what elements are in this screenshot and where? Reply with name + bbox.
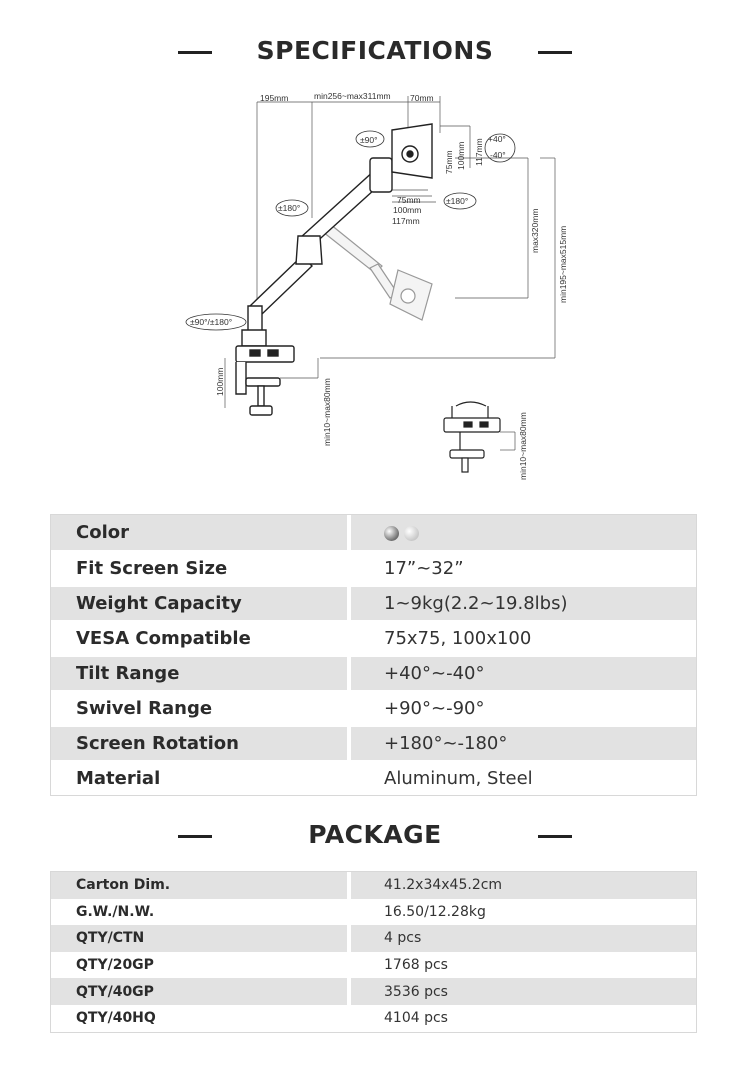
vesa-w100: 100mm [393, 205, 422, 215]
desk-range-label: min10~max80mm [322, 378, 332, 446]
specifications-heading [0, 28, 750, 78]
spec-key: Material [51, 760, 351, 795]
vesa-h100: 100mm [456, 141, 466, 170]
spec-value: 75x75, 100x100 [351, 620, 696, 655]
package-row [51, 899, 696, 926]
package-row [51, 952, 696, 979]
heading-dash-right [538, 51, 572, 54]
spec-row [51, 620, 696, 655]
base-rotation-label: ±90°/±180° [190, 317, 233, 327]
max-height-label: max320mm [530, 208, 540, 253]
spec-value: +90°~-90° [351, 690, 696, 725]
spec-key: Color [51, 515, 351, 550]
dim-70: 70mm [410, 93, 434, 103]
spec-row [51, 655, 696, 690]
package-row [51, 872, 696, 899]
package-value: 1768 pcs [351, 952, 696, 979]
dim-span: min256~max311mm [314, 91, 391, 101]
color-swatch-dark-gray [384, 526, 399, 541]
spec-row-color [51, 515, 696, 550]
color-swatches [351, 515, 696, 550]
tilt-down-label: -40° [490, 150, 506, 160]
monitor-arm-diagram [170, 88, 590, 483]
swivel-label: ±90° [360, 135, 378, 145]
package-value: 3536 pcs [351, 978, 696, 1005]
package-title: PACKAGE [308, 820, 442, 849]
dim-195: 195mm [260, 93, 289, 103]
vesa-h75: 75mm [444, 150, 454, 174]
package-value: 4 pcs [351, 925, 696, 952]
spec-value: +40°~-40° [351, 655, 696, 690]
spec-row [51, 760, 696, 795]
package-key: QTY/CTN [51, 925, 351, 952]
rotate-right-label: ±180° [446, 196, 469, 206]
package-value: 4104 pcs [351, 1005, 696, 1032]
package-key: G.W./N.W. [51, 899, 351, 926]
spec-value: 17”~32” [351, 550, 696, 585]
color-swatch-silver [404, 526, 419, 541]
spec-key: Tilt Range [51, 655, 351, 690]
package-key: QTY/40GP [51, 978, 351, 1005]
desk-range-small-label: min10~max80mm [518, 412, 528, 480]
specifications-title: SPECIFICATIONS [256, 36, 494, 65]
spec-key: Screen Rotation [51, 725, 351, 760]
spec-value: +180°~-180° [351, 725, 696, 760]
specifications-table [50, 514, 697, 796]
package-row [51, 925, 696, 952]
package-key: QTY/20GP [51, 952, 351, 979]
spec-row [51, 550, 696, 585]
vesa-w117: 117mm [392, 216, 420, 226]
package-table [50, 871, 697, 1033]
package-value: 16.50/12.28kg [351, 899, 696, 926]
clamp-height-label: 100mm [215, 367, 225, 396]
spec-value: Aluminum, Steel [351, 760, 696, 795]
package-heading [0, 812, 750, 862]
tilt-up-label: +40° [488, 134, 506, 144]
spec-key: Swivel Range [51, 690, 351, 725]
spec-row [51, 690, 696, 725]
rotate-left-label: ±180° [278, 203, 301, 213]
package-row [51, 1005, 696, 1032]
package-value: 41.2x34x45.2cm [351, 872, 696, 899]
vesa-h117: 117mm [474, 138, 484, 166]
spec-key: Fit Screen Size [51, 550, 351, 585]
package-row [51, 978, 696, 1005]
spec-key: Weight Capacity [51, 585, 351, 620]
spec-row [51, 585, 696, 620]
height-range-label: min195~max515mm [558, 225, 568, 303]
package-key: QTY/40HQ [51, 1005, 351, 1032]
vesa-w75: 75mm [397, 195, 421, 205]
spec-key: VESA Compatible [51, 620, 351, 655]
spec-row [51, 725, 696, 760]
package-key: Carton Dim. [51, 872, 351, 899]
spec-value: 1~9kg(2.2~19.8lbs) [351, 585, 696, 620]
heading-dash-right [538, 835, 572, 838]
